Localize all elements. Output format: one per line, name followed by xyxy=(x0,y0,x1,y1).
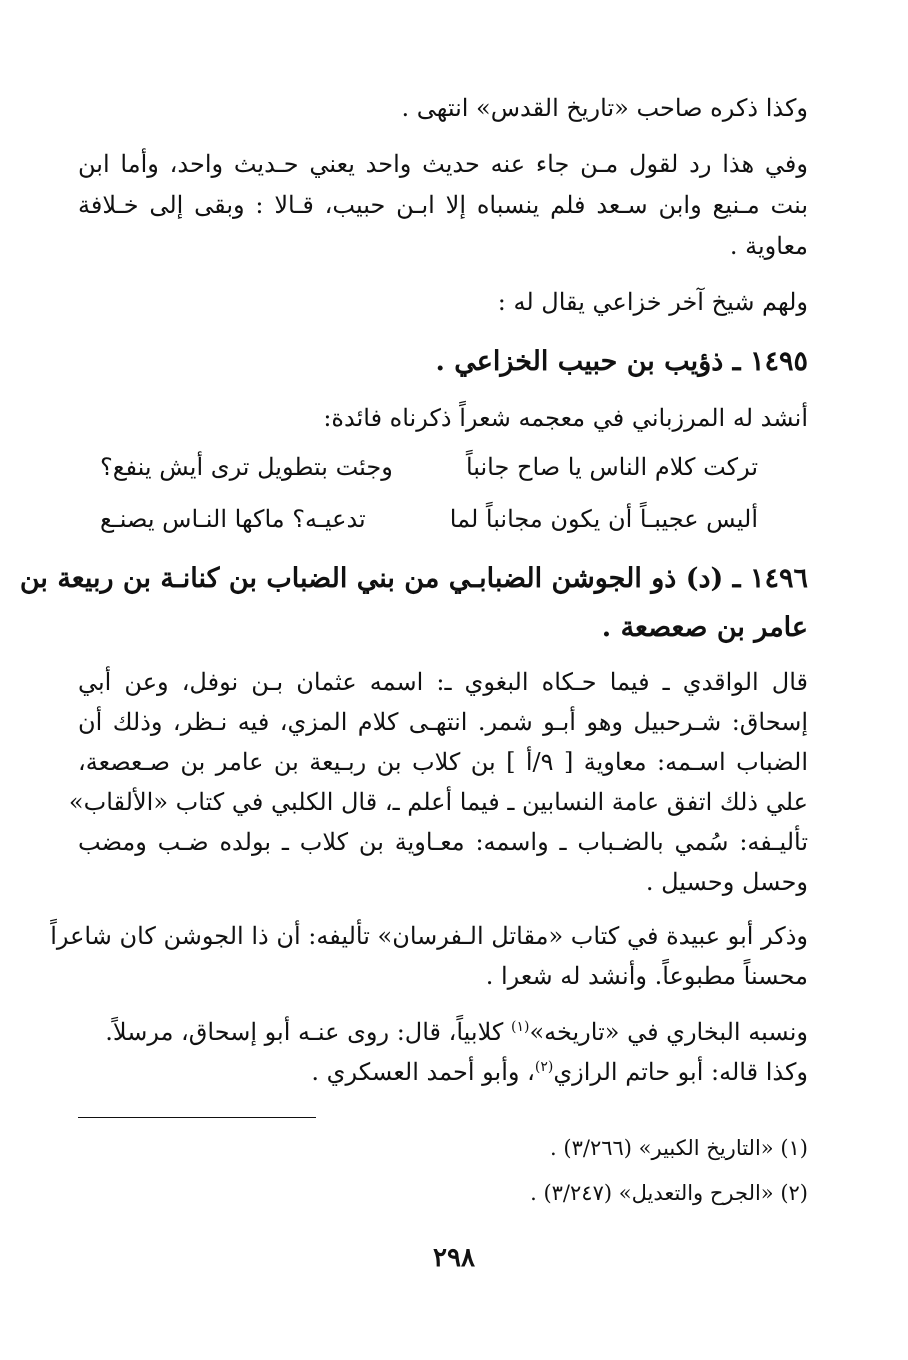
verse-line xyxy=(100,451,758,491)
text-segment: كلابياً، قال: روى عنـه أبو إسحاق، مرسلاً. xyxy=(105,1018,511,1046)
text-line xyxy=(78,1018,808,1046)
page-number: ٢٩٨ xyxy=(433,1243,475,1273)
text-line: إسحاق: شـرحبيل وهو أبـو شمر. انتهـى كلام المزي، فيه نـظر، وذلك أن xyxy=(78,708,808,736)
text-line: علي ذلك اتفق عامة النسابين ـ فيما أعلم ـ، قال الكلبي في كتاب «الألقاب» xyxy=(68,788,808,816)
footnote-2: (٢) «الجرح والتعديل» (٣/٢٤٧) . xyxy=(530,1181,808,1205)
footnote-separator xyxy=(78,1117,316,1118)
text-line: الضباب اسـمه: معاوية [ ٩/أ ] بن كلاب بن ربـيعة بن عامر بن صـعصعة، xyxy=(78,748,809,776)
text-line: وذكر أبو عبيدة في كتاب «مقاتل الـفرسان» تأليفه: أن ذا الجوشن كان شاعراً xyxy=(50,922,808,950)
text-line: قال الواقدي ـ فيما حـكاه البغوي ـ: اسمه عثمان بـن نوفل، وعن أبي xyxy=(78,668,808,696)
text-line: تأليـفه: سُمي بالضـباب ـ واسمه: معـاوية بن كلاب ـ بولده ضـب ومضب xyxy=(78,828,808,856)
text-line xyxy=(78,1058,808,1086)
footnote-1: (١) «التاريخ الكبير» (٣/٢٦٦) . xyxy=(550,1136,808,1160)
entry-heading-1496-cont: عامر بن صعصعة . xyxy=(601,612,808,643)
footnote-ref-1[interactable]: (١) xyxy=(510,1019,530,1035)
footnote-ref-2[interactable]: (٢) xyxy=(534,1059,554,1075)
text-segment: ، وأبو أحمد العسكري . xyxy=(311,1058,535,1086)
verse-line xyxy=(100,503,758,543)
text-segment: وكذا قاله: أبو حاتم الرازي xyxy=(553,1058,808,1086)
entry-heading-1495: ١٤٩٥ ـ ذؤيب بن حبيب الخزاعي . xyxy=(435,346,808,377)
text-line: أنشد له المرزباني في معجمه شعراً ذكرناه فائدة: xyxy=(323,404,808,432)
text-line: وفي هذا رد لقول مـن جاء عنه حديث واحد يعني حـديث واحد، وأما ابن xyxy=(78,150,808,178)
entry-heading-1496: ١٤٩٦ ـ (د) ذو الجوشن الضبابـي من بني الضباب بن كنانـة بن ربيعة بن xyxy=(19,563,808,594)
verse-second-hemistich: تدعيـه؟ ماكها النـاس يصنـع xyxy=(100,505,366,533)
verse-first-hemistich: تركت كلام الناس يا صاح جانباً xyxy=(465,453,758,481)
text-line: ولهم شيخ آخر خزاعي يقال له : xyxy=(497,288,808,316)
verse-second-hemistich: وجئت بتطويل ترى أيش ينفع؟ xyxy=(100,453,393,481)
text-segment: ونسبه البخاري في «تاريخه» xyxy=(529,1018,808,1046)
verse-first-hemistich: أليس عجيبـاً أن يكون مجانباً لما xyxy=(449,505,758,533)
text-line: وكذا ذكره صاحب «تاريخ القدس» انتهى . xyxy=(401,94,808,122)
text-line: بنت مـنيع وابن سـعد فلم ينسباه إلا ابـن حبيب، قـالا : وبقى إلى خـلافة xyxy=(78,191,808,219)
text-line: محسناً مطبوعاً. وأنشد له شعرا . xyxy=(485,962,808,990)
text-line: معاوية . xyxy=(729,232,808,260)
text-line: وحسل وحسيل . xyxy=(645,868,808,896)
